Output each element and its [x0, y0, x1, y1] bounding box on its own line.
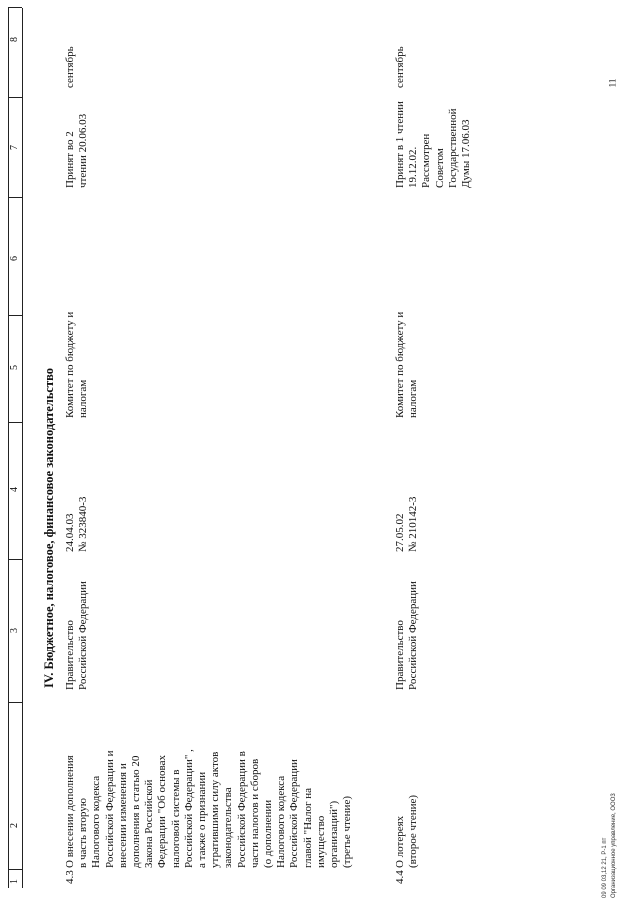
header-divider	[8, 559, 22, 560]
col-header-4: 4	[9, 487, 20, 492]
row-date-number: 24.04.03 № 323840-3	[64, 496, 90, 552]
col-header-3: 3	[9, 628, 20, 633]
row-month: сентябрь	[64, 46, 76, 88]
table-top-border	[8, 8, 9, 888]
col-header-5: 5	[9, 365, 20, 370]
footer-line-2: Организационное управление, ООО3	[611, 793, 617, 898]
row-month: сентябрь	[394, 46, 406, 88]
header-divider	[8, 702, 22, 703]
row-number: 4.4	[394, 870, 406, 884]
header-divider	[8, 869, 22, 870]
section-title: IV. Бюджетное, налоговое, финансовое законодательство	[42, 367, 56, 688]
header-divider	[8, 315, 22, 316]
header-bottom-border	[22, 8, 23, 888]
row-number: 4.3	[64, 870, 76, 884]
col-header-7: 7	[9, 145, 20, 150]
row-status: Принят во 2 чтении 20.06.03	[64, 113, 90, 188]
header-divider	[8, 197, 22, 198]
row-status: Принят в 1 чтении 19.12.02. Рассмотрен Советом Государственной Думы 17.06.03	[394, 101, 473, 188]
row-committee: Комитет по бюджету и налогам	[64, 311, 90, 418]
col-header-6: 6	[9, 256, 20, 261]
row-author: Правительство Российской Федерации	[394, 581, 420, 690]
col-header-8: 8	[9, 37, 20, 42]
footer-stamp	[600, 793, 626, 900]
row-author: Правительство Российской Федерации	[64, 581, 90, 690]
header-divider	[8, 97, 22, 98]
header-divider	[8, 422, 22, 423]
col-header-2: 2	[9, 823, 20, 828]
footer-line-1: 09 09 03,12 21, Р-1 пт	[602, 837, 608, 898]
header-divider	[8, 7, 22, 8]
rotated-table	[8, 8, 618, 888]
col-header-1: 1	[9, 879, 20, 884]
row-title: О лотереях (второе чтение)	[394, 794, 420, 868]
row-date-number: 27.05.02 № 210142-3	[394, 496, 420, 552]
row-title: О внесении дополнения в часть вторую Налогового кодекса Российской Федерации и внесении изменения и дополнения в статью 20 Закона Российской Федерации "Об основах налоговой системы в Российской Федерации" , а также о признании утратившими силу актов законодательства Российской Федерации в части налогов и сборов (о дополнении Налогового кодекса Российской Федерации главой "Налог на имущество организаций") (третье чтение)	[64, 749, 354, 868]
page-number: 11	[607, 78, 618, 88]
row-committee: Комитет по бюджету и налогам	[394, 311, 420, 418]
